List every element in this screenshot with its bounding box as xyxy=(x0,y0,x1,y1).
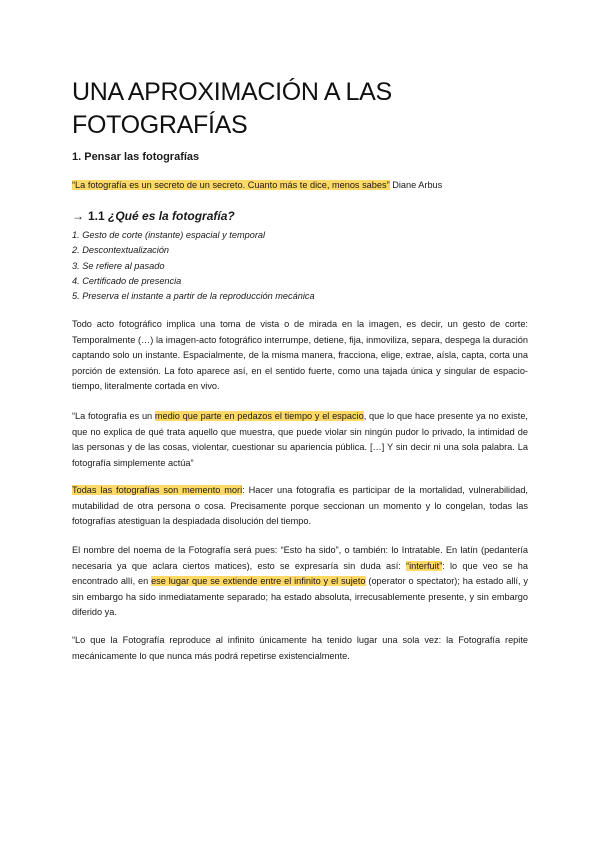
list-item: 5. Preserva el instante a partir de la reproducción mecánica xyxy=(72,291,315,302)
text-run: : Hacer una fotografía es participar de la mortalidad, vulnerabilidad, mutabilidad de otra persona o cosa. Precisamente porque seccionan un momento y lo congelan, todas las fotografías atestiguan la despiadada disolución del tiempo. xyxy=(72,485,528,527)
paragraph xyxy=(72,483,528,530)
paragraph xyxy=(72,409,528,471)
highlighted-text: “interfuit” xyxy=(406,560,443,571)
paragraph xyxy=(72,543,528,621)
subsection-number: 1.1 xyxy=(88,209,109,223)
highlighted-text: Todas las fotografías son memento mori xyxy=(72,485,243,495)
text-run: “La fotografía es un xyxy=(72,411,155,421)
epigraph-quote xyxy=(72,180,442,190)
text-run: El nombre del noema de la Fotografía será pues: “Esto ha sido”, o también: lo Intratable. En latín (pedantería necesaria ya que aclara ciertos matices), esto se expresaría sin duda así: xyxy=(72,545,528,571)
text-run: (operator o spectator); ha estado allí, y sin embargo ha sido inmediatamente separado; ha estado absoluta, irrecusablemente presente, y sin embargo diferido ya. xyxy=(72,576,528,618)
highlighted-text: medio que parte en pedazos el tiempo y el espacio xyxy=(154,411,364,421)
numbered-list xyxy=(72,228,315,304)
document-title: UNA APROXIMACIÓN A LAS FOTOGRAFÍAS xyxy=(72,78,392,139)
highlighted-quote: “La fotografía es un secreto de un secreto. Cuanto más te dice, menos sabes” xyxy=(72,180,390,190)
list-item: 2. Descontextualización xyxy=(72,245,170,256)
quote-author: Diane Arbus xyxy=(389,180,443,190)
highlighted-text: ese lugar que se extiende entre el infinito y el sujeto xyxy=(151,576,366,587)
arrow-right-icon: → xyxy=(72,209,84,223)
subsection-title: ¿Qué es la fotografía? xyxy=(108,209,235,223)
text-run: : lo que veo se ha encontrado allí, en xyxy=(72,560,528,587)
subsection-heading xyxy=(72,209,235,223)
text-run: , que lo que hace presente ya no existe, que no explica de qué trata aquello que muestra, que puede violar sin ningún pudor lo privado, la intimidad de las personas y de las cosas, violentar, cuestionar su apariencia pública. […] Y sin decir ni una sola palabra. La fotografía simplemente actúa” xyxy=(72,411,528,468)
paragraph: Todo acto fotográfico implica una toma de vista o de mirada en la imagen, es decir, un gesto de corte: Temporalmente (…) la imagen-acto fotográfico interrumpe, detiene, fija, inmoviliza, separa, despega la duración captando solo un instante. Espacialmente, de la misma manera, fracciona, elige, extrae, aísla, capta, corta una porción de extensión. La foto aparece así, en el sentido fuerte, como una tajada única y singular de espacio-tiempo, literalmente cortada en vivo. xyxy=(72,319,528,392)
paragraph: “Lo que la Fotografía reproduce al infinito únicamente ha tenido lugar una sola vez: la Fotografía repite mecánicamente lo que nunca más podrá repetirse existencialmente. xyxy=(72,635,528,661)
list-item: 3. Se refiere al pasado xyxy=(72,260,165,271)
list-item: 4. Certificado de presencia xyxy=(72,275,182,286)
section-heading: 1. Pensar las fotografías xyxy=(72,151,200,163)
list-item: 1. Gesto de corte (instante) espacial y temporal xyxy=(72,230,266,240)
